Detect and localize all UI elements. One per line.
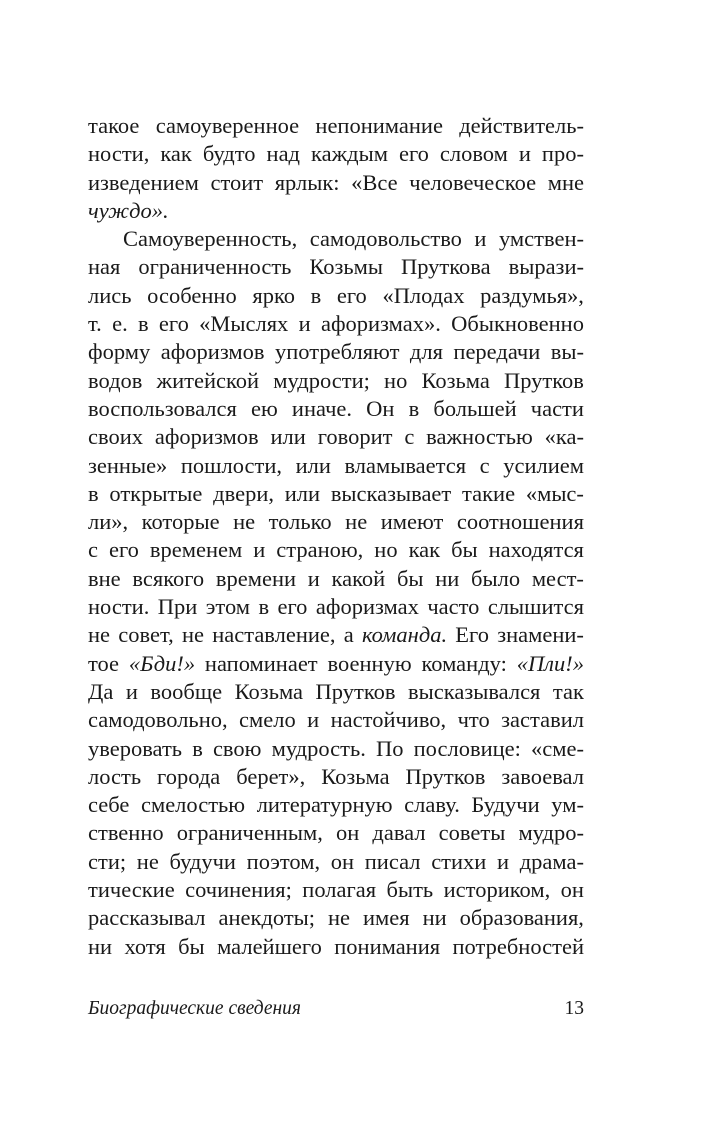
word: или (284, 480, 321, 506)
text-line (88, 904, 584, 932)
word: стоит (210, 169, 264, 195)
text-line (88, 395, 584, 423)
word: ум- (551, 792, 584, 818)
word: литературную (256, 792, 393, 818)
word: часто (427, 594, 480, 620)
word: про- (541, 141, 584, 167)
word: чуждо». (88, 197, 169, 223)
word: давал (372, 820, 426, 846)
text-line (88, 508, 584, 536)
word: ярлык: (274, 169, 340, 195)
word: не (181, 622, 204, 648)
running-title: Биографические сведения (88, 998, 301, 1019)
word: всякого (132, 565, 205, 591)
word: афоризмов (154, 424, 259, 450)
word: «сме- (531, 735, 584, 761)
word: не (345, 509, 368, 535)
word: действитель- (459, 113, 584, 138)
text-line (88, 225, 584, 253)
word: ею (250, 395, 278, 421)
word: лись (88, 282, 132, 308)
word: мудро- (518, 820, 584, 846)
word: с (404, 424, 415, 450)
word: себе (88, 792, 130, 818)
text-line (88, 423, 584, 451)
word: в (310, 282, 322, 308)
word: смело (239, 707, 296, 733)
word: вырази- (508, 254, 584, 280)
word: вообще (150, 678, 223, 704)
word: будучи (169, 848, 236, 874)
word: в (88, 480, 99, 506)
word: ственно (88, 820, 164, 846)
word: «Мыслях (199, 311, 289, 337)
word: быть (386, 877, 434, 903)
word: имеют (380, 509, 444, 535)
text-line (88, 678, 584, 706)
word: ности. (88, 594, 150, 620)
word: и (307, 565, 320, 591)
word: и (307, 707, 320, 733)
word: Прутков (405, 763, 486, 789)
word: потребностей (452, 933, 584, 959)
word: лость (88, 763, 142, 789)
word: знамени- (497, 622, 584, 648)
word: что (457, 707, 490, 733)
word: его (108, 537, 139, 563)
word: афоризмах (315, 594, 419, 620)
word: Самоуверенность, (123, 226, 298, 252)
word: смелостью (140, 792, 246, 818)
word: бы (178, 933, 205, 959)
text-line (88, 876, 584, 904)
word: в (408, 395, 420, 421)
word: анекдоты; (218, 905, 316, 931)
text-line (88, 197, 584, 225)
word: и (474, 226, 487, 252)
word: в (138, 311, 149, 337)
word: как (408, 537, 441, 563)
word: воспользовался (88, 395, 237, 421)
word: и (253, 537, 266, 563)
word: не (233, 509, 256, 535)
text-line (88, 282, 584, 310)
word: советы (438, 820, 506, 846)
text-line (88, 763, 584, 791)
word: Он (366, 395, 395, 421)
text-line (88, 140, 584, 168)
word: заставил (501, 707, 584, 733)
word: передачи (453, 339, 541, 365)
word: с (88, 537, 98, 563)
word: не (136, 848, 159, 874)
word: е. (112, 311, 128, 337)
word: самодовольство (309, 226, 462, 252)
word: но (384, 367, 408, 393)
word: в (192, 735, 203, 761)
text-line (88, 848, 584, 876)
word: вы- (550, 339, 584, 365)
word: над (266, 141, 301, 167)
word: При (157, 594, 198, 620)
word: напоминает (204, 650, 318, 676)
word: его (336, 282, 367, 308)
text-line (88, 819, 584, 847)
word: он (336, 820, 360, 846)
word: изведением (88, 169, 199, 195)
text-line (88, 169, 584, 197)
word: как (160, 141, 192, 167)
word: Прутков (503, 367, 584, 393)
word: не (328, 905, 351, 931)
word: Будучи (471, 792, 540, 818)
word: так (552, 678, 584, 704)
word: Прутков (315, 678, 396, 704)
text-line (88, 367, 584, 395)
word: хотя (124, 933, 166, 959)
word: страною, (276, 537, 364, 563)
word: свою (212, 735, 262, 761)
word: для (409, 339, 443, 365)
word: тические (88, 877, 175, 903)
word: открытые (109, 480, 203, 506)
text-line (88, 112, 584, 140)
word: мудрость. (271, 735, 366, 761)
word: усилием (503, 452, 584, 478)
word: Козьма (234, 678, 304, 704)
word: высказывался (408, 678, 541, 704)
word: временем (149, 537, 243, 563)
word: ограниченным, (176, 820, 323, 846)
text-line (88, 253, 584, 281)
word: он (330, 848, 355, 874)
word: и (125, 678, 138, 704)
word: тое (88, 650, 120, 676)
word: его (158, 311, 189, 337)
word: славу. (404, 792, 460, 818)
word: бы (396, 565, 424, 591)
word: или (270, 424, 306, 450)
word: соотношения (456, 509, 584, 535)
word: только (268, 509, 332, 535)
word: зенные» (88, 452, 168, 478)
word: каждым (311, 141, 388, 167)
word: Козьма (321, 763, 390, 789)
word: своих (88, 424, 143, 450)
word: Обыкновенно (451, 311, 584, 337)
word: форму (88, 339, 151, 365)
word: «Пли!» (516, 650, 584, 676)
word: мне (547, 169, 584, 195)
word: команда. (361, 622, 448, 648)
body-text (88, 112, 584, 961)
text-line (88, 310, 584, 338)
word: времени (215, 565, 297, 591)
word: но (374, 537, 398, 563)
word: мест- (531, 565, 584, 591)
word: которые (141, 509, 220, 535)
word: «ка- (544, 424, 584, 450)
page-number: 13 (564, 998, 584, 1019)
word: т. (88, 311, 102, 337)
word: «Бди!» (128, 650, 196, 676)
word: писал (364, 848, 421, 874)
word: сти; (88, 848, 127, 874)
word: самодовольно, (88, 707, 228, 733)
word: и (497, 848, 510, 874)
text-line (88, 791, 584, 819)
word: совет, (118, 622, 174, 648)
word: особенно (147, 282, 237, 308)
word: было (471, 565, 521, 591)
word: вне (88, 565, 121, 591)
word: слышится (487, 594, 584, 620)
word: он (560, 877, 584, 903)
word: наставление, (212, 622, 336, 648)
word: в (258, 594, 270, 620)
word: словом (439, 141, 508, 167)
text-line (88, 933, 584, 961)
word: с (479, 452, 490, 478)
word: человеческое (409, 169, 537, 195)
word: иначе. (291, 395, 353, 421)
text-line (88, 735, 584, 763)
word: драма- (519, 848, 584, 874)
word: «мыс- (525, 480, 584, 506)
word: мудрости; (273, 367, 370, 393)
word: его (277, 594, 308, 620)
word: высказывает (330, 480, 452, 506)
text-line (88, 706, 584, 734)
text-line (88, 565, 584, 593)
word: афоризмах». (320, 311, 441, 337)
word: употребляют (275, 339, 400, 365)
word: уверовать (88, 735, 183, 761)
word: ограниченность (138, 254, 292, 280)
word: сочинения; (185, 877, 292, 903)
text-line (88, 452, 584, 480)
word: «Плодах (382, 282, 465, 308)
word: берет», (236, 763, 306, 789)
word: полагая (302, 877, 377, 903)
word: непонимание (315, 113, 443, 138)
word: а (343, 622, 354, 648)
word: его (398, 141, 429, 167)
word: ли», (88, 509, 129, 535)
word: образования, (459, 905, 584, 931)
word: Козьмы (309, 254, 384, 280)
word: Пруткова (400, 254, 491, 280)
word: и (298, 311, 311, 337)
word: понимания (334, 933, 441, 959)
word: какой (331, 565, 386, 591)
word: говорит (317, 424, 393, 450)
word: части (530, 395, 584, 421)
word: умствен- (498, 226, 584, 252)
word: и (518, 141, 531, 167)
word: находятся (488, 537, 584, 563)
word: ная (88, 254, 121, 280)
word: важностью (426, 424, 533, 450)
word: ности, (88, 141, 150, 167)
text-line (88, 480, 584, 508)
word: имея (363, 905, 410, 931)
word: водов (88, 367, 143, 393)
word: вламывается (344, 452, 467, 478)
page-footer (88, 997, 584, 1021)
word: или (295, 452, 331, 478)
word: стихи (431, 848, 487, 874)
word: ни (422, 905, 447, 931)
word: команду: (421, 650, 507, 676)
word: раздумья», (480, 282, 584, 308)
word: историком, (443, 877, 551, 903)
text-line (88, 536, 584, 564)
word: ярко (252, 282, 295, 308)
word: малейшего (217, 933, 322, 959)
word: пословице: (413, 735, 521, 761)
word: такое (88, 113, 140, 138)
word: Да (88, 678, 114, 704)
word: ». (151, 197, 169, 223)
word: ни (435, 565, 460, 591)
word: «Все (351, 169, 398, 195)
word: Его (455, 622, 489, 648)
word: города (157, 763, 221, 789)
word: поэтом, (246, 848, 321, 874)
word: будто (202, 141, 256, 167)
word: . (441, 622, 448, 648)
text-line (88, 650, 584, 678)
word: бы (451, 537, 478, 563)
text-line (88, 338, 584, 366)
word: самоуверенное (155, 113, 300, 138)
text-line (88, 621, 584, 649)
word: афоризмов (160, 339, 265, 365)
word: настойчиво, (330, 707, 447, 733)
word: ни (88, 933, 113, 959)
text-line (88, 593, 584, 621)
word: По (376, 735, 404, 761)
word: двери, (213, 480, 274, 506)
word: завоевал (501, 763, 584, 789)
word: не (88, 622, 111, 648)
word: большей (433, 395, 517, 421)
word: этом (205, 594, 251, 620)
word: рассказывал (88, 905, 206, 931)
word: военную (327, 650, 412, 676)
word: пошлости, (180, 452, 283, 478)
word: Козьма (421, 367, 490, 393)
word: такие (462, 480, 516, 506)
word: житейской (156, 367, 260, 393)
